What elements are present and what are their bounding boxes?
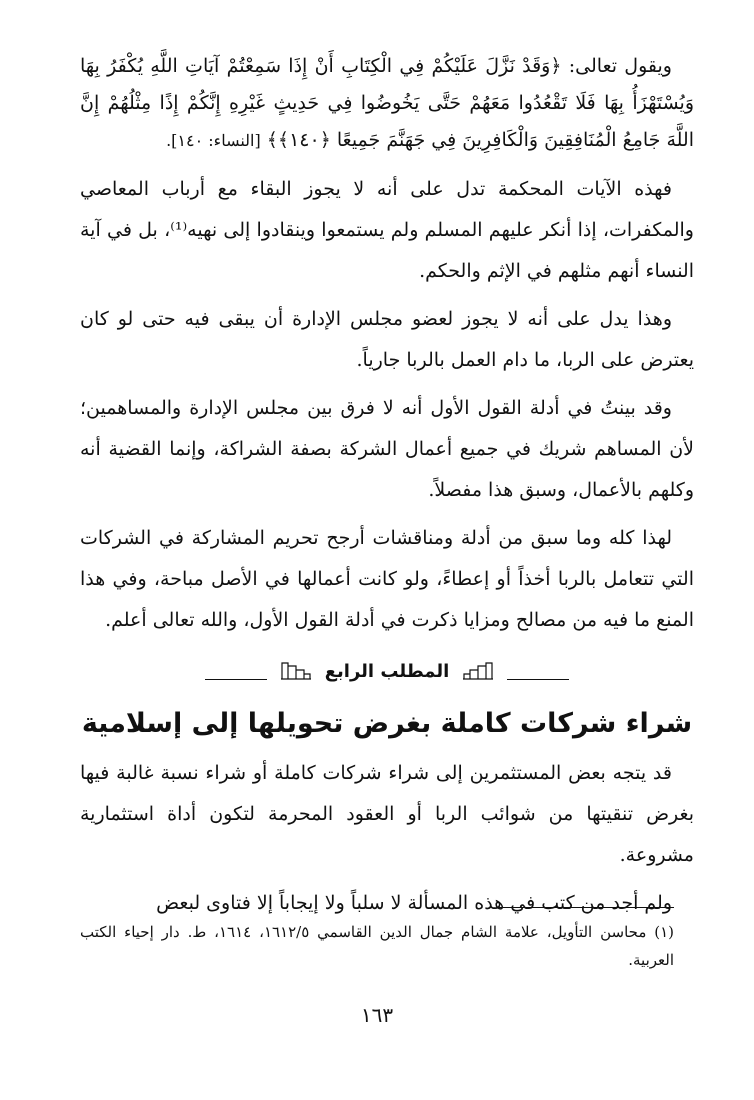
paragraph-2: وهذا يدل على أنه لا يجوز لعضو مجلس الإدارة أن يبقى فيه حتى لو كان يعترض على الربا، ما دام العمل بالربا جارياً. <box>80 308 694 371</box>
section-heading: شراء شركات كاملة بغرض تحويلها إلى إسلامية <box>81 708 693 739</box>
quran-verse-paragraph <box>80 48 694 159</box>
page-number: ١٦٣ <box>360 1003 394 1027</box>
staircase-ornament-icon <box>280 662 312 680</box>
paragraph-6: ولم أجد من كتب في هذه المسألة لا سلباً ولا إيجاباً إلا فتاوى لبعض <box>156 892 672 914</box>
staircase-ornament-icon <box>462 662 494 680</box>
subheading-rule-left <box>205 679 267 680</box>
paragraph-1: فهذه الآيات المحكمة تدل على أنه لا يجوز البقاء مع أرباب المعاصي والمكفرات، إذا أنكر عليهم المسلم ولم يستمعوا وينقادوا إلى نهيه⁽¹⁾، بل في آية النساء أنهم مثلهم في الإثم والحكم. <box>80 178 694 282</box>
section-subheading-row <box>80 651 694 691</box>
paragraph-5: قد يتجه بعض المستثمرين إلى شراء شركات كاملة أو شراء نسبة غالبة فيها بغرض تنقيتها من شوائب الربا أو العقود المحرمة لتكون أداة استثمارية مشروعة. <box>80 762 694 866</box>
section-subheading: المطلب الرابع <box>324 660 450 682</box>
footnote-divider <box>498 907 674 908</box>
footnote: (١) محاسن التأويل، علامة الشام جمال الدين القاسمي ١٦١٢/٥، ١٦١٤، ط. دار إحياء الكتب العربية. <box>80 923 675 969</box>
paragraph-3: وقد بينتُ في أدلة القول الأول أنه لا فرق بين مجلس الإدارة والمساهمين؛ لأن المساهم شريك في جميع أعمال الشركة بصفة الشراكة، وإنما القضية أنه وكلهم بالأعمال، وسبق هذا مفصلاً. <box>80 397 694 501</box>
subheading-rule-right <box>507 679 569 680</box>
verse-reference: [النساء: ١٤٠]. <box>166 131 261 150</box>
page-body <box>80 48 694 931</box>
quran-verse-text: ويقول تعالى: ﴿وَقَدْ نَزَّلَ عَلَيْكُمْ فِي الْكِتَابِ أَنْ إِذَا سَمِعْتُمْ آيَاتِ اللَّهِ يُكْفَرُ بِهَا وَيُسْتَهْزَأُ بِهَا فَلَا تَقْعُدُوا مَعَهُمْ حَتَّى يَخُوضُوا فِي حَدِيثٍ غَيْرِهِ إِنَّكُمْ إِذًا مِثْلُهُمْ إِنَّ اللَّهَ جَامِعُ الْمُنَافِقِينَ وَالْكَافِرِينَ فِي جَهَنَّمَ جَمِيعًا ﴿١٤٠﴾﴾ <box>80 55 694 151</box>
paragraph-4: لهذا كله وما سبق من أدلة ومناقشات أرجح تحريم المشاركة في الشركات التي تتعامل بالربا أخذاً أو إعطاءً، ولو كانت أعمالها في الأصل مباحة، وفي هذا المنع ما فيه من مصالح ومزايا ذكرت في أدلة القول الأول، والله تعالى أعلم. <box>80 527 694 631</box>
